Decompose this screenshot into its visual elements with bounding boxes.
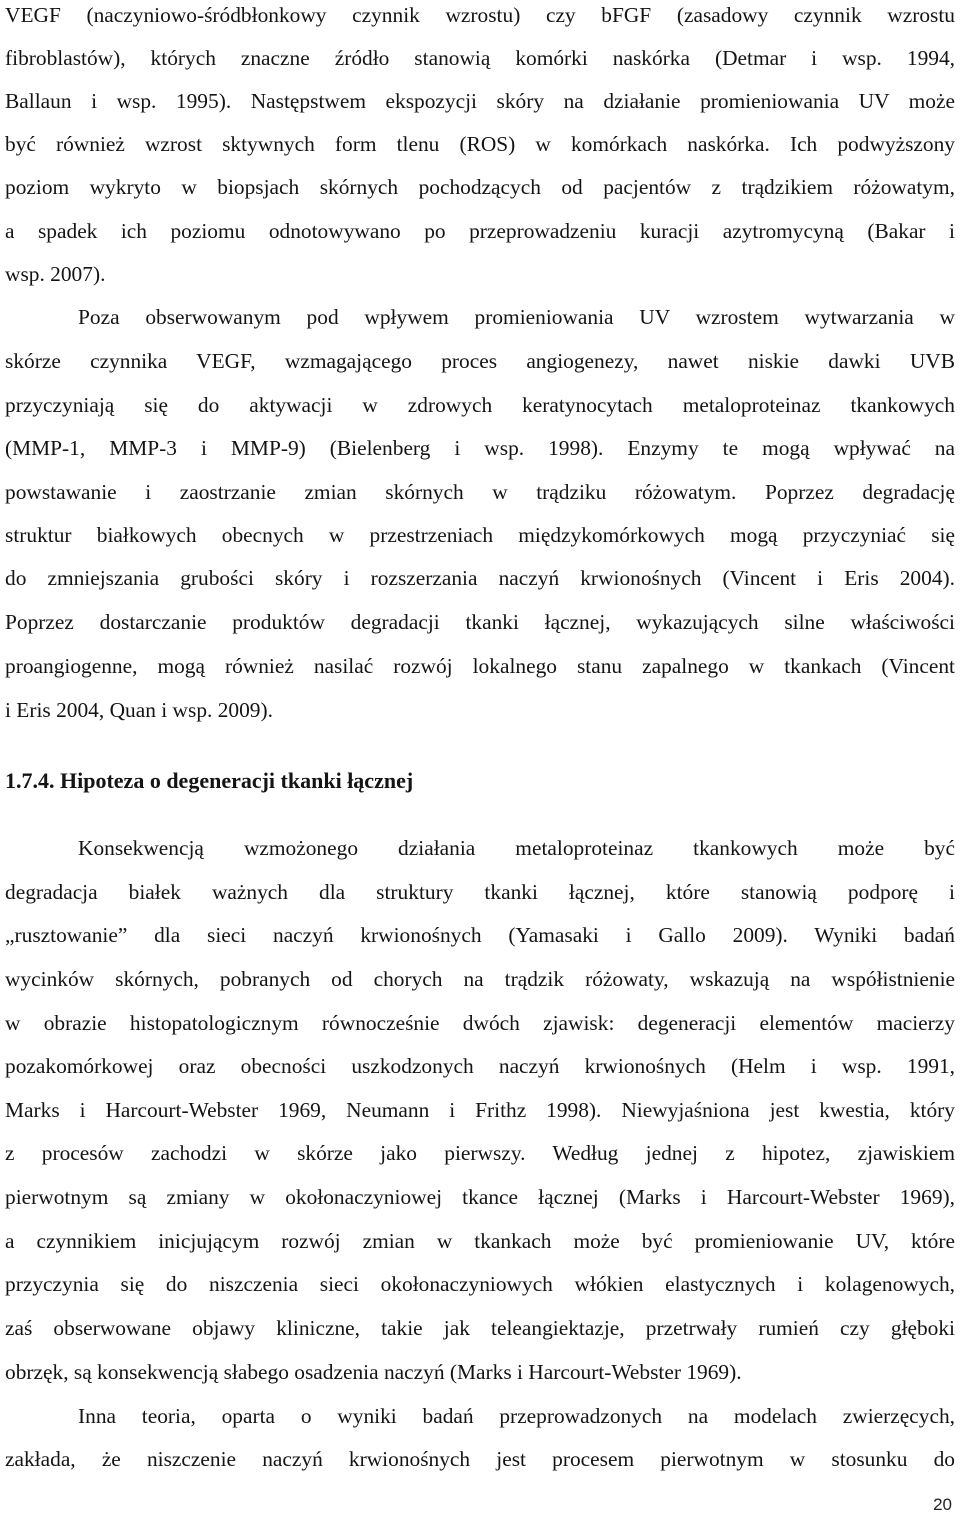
paragraph-1-line-4: być również wzrost sktywnych form tlenu (ROS) w komórkach naskórka. Ich podwyższony [5,132,955,156]
paragraph-2-line-7: do zmniejszania grubości skóry i rozszerzania naczyń krwionośnych (Vincent i Eris 2004). [5,566,955,590]
paragraph-2-line-4: (MMP-1, MMP-3 i MMP-9) (Bielenberg i wsp. 1998). Enzymy te mogą wpływać na [5,436,955,460]
section-heading: 1.7.4. Hipoteza o degeneracji tkanki łącznej [5,768,414,793]
paragraph-2-line-2: skórze czynnika VEGF, wzmagającego proces angiogenezy, nawet niskie dawki UVB [5,349,955,373]
paragraph-2-line-10: i Eris 2004, Quan i wsp. 2009). [5,698,273,722]
paragraph-2-line-6: struktur białkowych obecnych w przestrzeniach międzykomórkowych mogą przyczyniać się [5,523,955,547]
paragraph-4-line-1: Inna teoria, oparta o wyniki badań przeprowadzonych na modelach zwierzęcych, [78,1404,955,1428]
paragraph-3-line-2: degradacja białek ważnych dla struktury tkanki łącznej, które stanowią podporę i [5,880,955,904]
paragraph-2-line-5: powstawanie i zaostrzanie zmian skórnych w trądziku różowatym. Poprzez degradację [5,480,955,504]
paragraph-2-line-3: przyczyniają się do aktywacji w zdrowych keratynocytach metaloproteinaz tkankowych [5,393,955,417]
paragraph-1-line-3: Ballaun i wsp. 1995). Następstwem ekspozycji skóry na działanie promieniowania UV może [5,89,955,113]
paragraph-4-line-2: zakłada, że niszczenie naczyń krwionośnych jest procesem pierwotnym w stosunku do [5,1447,955,1471]
paragraph-1-line-7: wsp. 2007). [5,262,106,286]
paragraph-3-line-7: Marks i Harcourt-Webster 1969, Neumann i Frithz 1998). Niewyjaśniona jest kwestia, który [5,1098,955,1122]
paragraph-3-line-10: a czynnikiem inicjującym rozwój zmian w tkankach może być promieniowanie UV, które [5,1229,955,1253]
paragraph-3-line-5: w obrazie histopatologicznym równocześnie dwóch zjawisk: degeneracji elementów macierzy [5,1011,955,1035]
paragraph-2-line-8: Poprzez dostarczanie produktów degradacji tkanki łącznej, wykazujących silne właściwości [5,610,955,634]
paragraph-2-line-9: proangiogenne, mogą również nasilać rozwój lokalnego stanu zapalnego w tkankach (Vincent [5,654,955,678]
paragraph-1-line-6: a spadek ich poziomu odnotowywano po przeprowadzeniu kuracji azytromycyną (Bakar i [5,219,955,243]
paragraph-3-line-6: pozakomórkowej oraz obecności uszkodzonych naczyń krwionośnych (Helm i wsp. 1991, [5,1054,955,1078]
paragraph-1-line-2: fibroblastów), których znaczne źródło stanowią komórki naskórka (Detmar i wsp. 1994, [5,46,955,70]
paragraph-3-line-9: pierwotnym są zmiany w okołonaczyniowej tkance łącznej (Marks i Harcourt-Webster 1969), [5,1185,955,1209]
paragraph-1-line-1: VEGF (naczyniowo-śródbłonkowy czynnik wzrostu) czy bFGF (zasadowy czynnik wzrostu [5,3,955,27]
page-number: 20 [933,1495,952,1514]
paragraph-3-line-1: Konsekwencją wzmożonego działania metaloproteinaz tkankowych może być [78,836,955,860]
paragraph-3-line-8: z procesów zachodzi w skórze jako pierwszy. Według jednej z hipotez, zjawiskiem [5,1141,955,1165]
paragraph-3-line-4: wycinków skórnych, pobranych od chorych na trądzik różowaty, wskazują na współistnienie [5,967,955,991]
paragraph-3-line-3: „rusztowanie” dla sieci naczyń krwionośnych (Yamasaki i Gallo 2009). Wyniki badań [5,923,955,947]
paragraph-3-line-12: zaś obserwowane objawy kliniczne, takie jak teleangiektazje, przetrwały rumień czy głęboki [5,1316,955,1340]
paragraph-1-line-5: poziom wykryto w biopsjach skórnych pochodzących od pacjentów z trądzikiem różowatym, [5,175,955,199]
paragraph-3-line-11: przyczynia się do niszczenia sieci okołonaczyniowych włókien elastycznych i kolagenowych, [5,1272,955,1296]
paragraph-3-line-13: obrzęk, są konsekwencją słabego osadzenia naczyń (Marks i Harcourt-Webster 1969). [5,1360,742,1384]
paragraph-2-line-1: Poza obserwowanym pod wpływem promieniowania UV wzrostem wytwarzania w [78,305,955,329]
